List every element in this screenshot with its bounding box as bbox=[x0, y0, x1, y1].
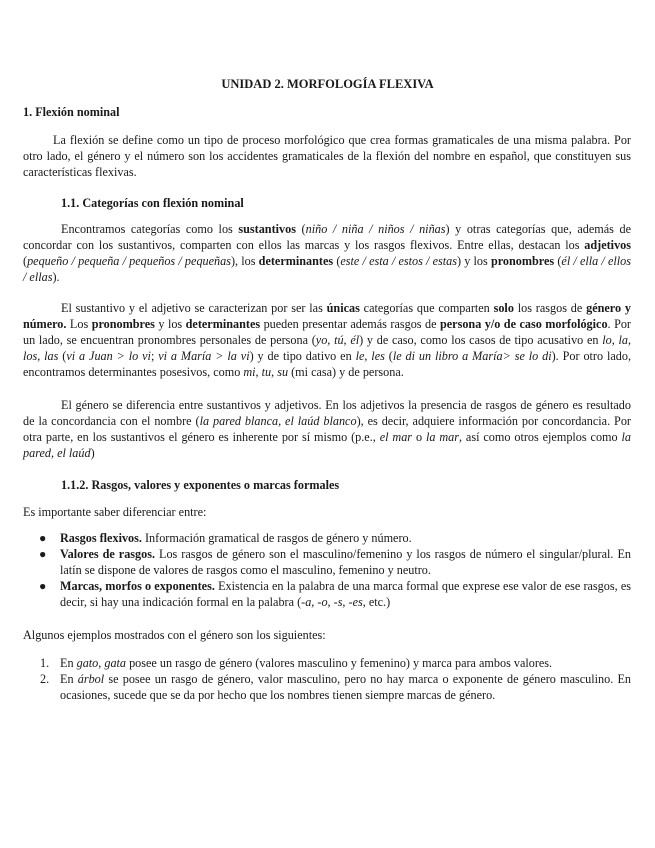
bullet-icon: ● bbox=[39, 531, 47, 545]
categorias-paragraph: Encontramos categorías como los sustantivos (niño / niña / niños / niñas) y otras categorías que, además de concordar con los sustantivos, comparten con ellos las marcas y los rasgos flexivos. Entre ellas, destacan los adjetivos (pequeño / pequeña / pequeños / pequeñas), los determinantes (este / esta / estos / estas) y los pronombres (él / ella / ellos / ellas). bbox=[23, 222, 632, 284]
section-heading-flexion-nominal: 1. Flexión nominal bbox=[23, 105, 120, 119]
list-item: ● Marcas, morfos o exponentes. Existencia en la palabra de una marca formal que exprese ese valor de ese rasgos, es decir, si hay una indicación formal en la palabra (-a, -o, -s, -es, etc.) bbox=[39, 579, 631, 609]
list-item: 1. En gato, gata posee un rasgo de género (valores masculino y femenino) y marca para ambos valores. bbox=[40, 656, 553, 670]
bullet-icon: ● bbox=[39, 547, 47, 561]
intro-paragraph: La flexión se define como un tipo de proceso morfológico que crea formas gramaticales de una misma palabra. Por otro lado, el género y el número son los accidentes gramaticales de la flexión del nombre en español, que constituyen sus características flexivas. bbox=[23, 133, 631, 179]
ejemplos-lead: Algunos ejemplos mostrados con el género son los siguientes: bbox=[23, 628, 326, 642]
bullet-list bbox=[23, 530, 631, 610]
diferenciar-lead: Es importante saber diferenciar entre: bbox=[23, 505, 207, 519]
list-item: ● Valores de rasgos. Los rasgos de género son el masculino/femenino y los rasgos de número el singular/plural. En latín se dispone de valores de rasgos como el masculino, femenino y neutro. bbox=[39, 547, 631, 577]
rasgos-paragraph: El sustantivo y el adjetivo se caracterizan por ser las únicas categorías que comparten solo los rasgos de género y número. Los pronombres y los determinantes pueden presentar además rasgos de persona y/o de caso morfológico. Por un lado, se encuentran pronombres personales de persona (yo, tú, él) y de caso, como los casos de tipo acusativo en lo, la, los, las (vi a Juan > lo vi; vi a María > la vi) y de tipo dativo en le, les (le di un libro a María> se lo di). Por otro lado, encontramos determinantes posesivos, como mi, tu, su (mi casa) y de persona. bbox=[23, 301, 632, 379]
genero-paragraph: El género se diferencia entre sustantivos y adjetivos. En los adjetivos la presencia de rasgos de género es resultado de la concordancia con el nombre (la pared blanca, el laúd blanco), es decir, adquiere información por concordancia. Por otra parte, en los sustantivos el género es inherente por sí mismo (p.e., el mar o la mar, así como otros ejemplos como la pared, el laúd) bbox=[23, 398, 632, 460]
document-title: UNIDAD 2. MORFOLOGÍA FLEXIVA bbox=[221, 77, 434, 91]
list-item: 2. En árbol se posee un rasgo de género, valor masculino, pero no hay marca o exponente de género masculino. En ocasiones, sucede que se da por hecho que los nombres tienen siempre marcas de género. bbox=[40, 672, 631, 702]
bullet-icon: ● bbox=[39, 579, 47, 593]
list-item: ● Rasgos flexivos. Información gramatical de rasgos de género y número. bbox=[39, 531, 412, 545]
subsection-heading-rasgos-valores: 1.1.2. Rasgos, valores y exponentes o marcas formales bbox=[61, 478, 340, 492]
subsection-heading-categorias: 1.1. Categorías con flexión nominal bbox=[61, 196, 244, 210]
numbered-list bbox=[23, 655, 631, 703]
